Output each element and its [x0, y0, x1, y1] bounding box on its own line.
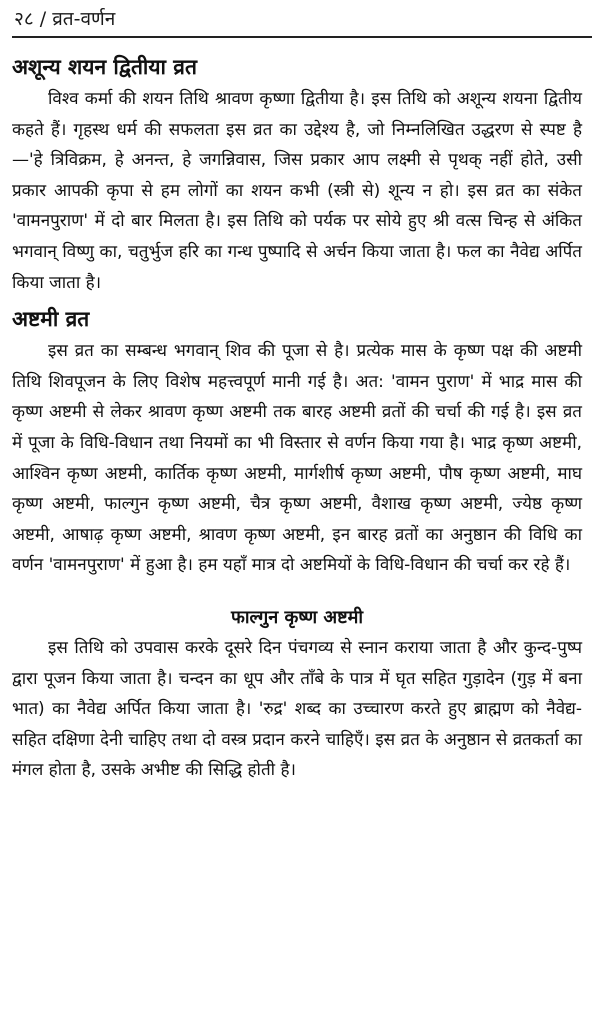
header-rule [12, 36, 592, 38]
subsection-title-phalgun-ashtami: फाल्गुन कृष्ण अष्टमी [230, 606, 364, 628]
section-body-ashtami-vrat: इस व्रत का सम्बन्ध भगवान् शिव की पूजा से है। प्रत्येक मास के कृष्ण पक्ष की अष्टमी तिथि शिवपूजन के लिए विशेष महत्त्वपूर्ण मानी गई है। अत: 'वामन पुराण' में भाद्र मास की कृष्ण अष्टमी से लेकर श्रावण कृष्ण अष्टमी तक बारह अष्टमी व्रतों की चर्चा की गई है। इस व्रत में पूजा के विधि-विधान तथा नियमों का भी विस्तार से वर्णन किया गया है। भाद्र कृष्ण अष्टमी, आश्विन कृष्ण अष्टमी, कार्तिक कृष्ण अष्टमी, मार्गशीर्ष कृष्ण अष्टमी, पौष कृष्ण अष्टमी, माघ कृष्ण अष्टमी, फाल्गुन कृष्ण अष्टमी, चैत्र कृष्ण अष्टमी, वैशाख कृष्ण अष्टमी, ज्येष्ठ कृष्ण अष्टमी, आषाढ़ कृष्ण अष्टमी, श्रावण कृष्ण अष्टमी, इन बारह व्रतों का अनुष्ठान की विधि का वर्णन 'वामनपुराण' में हुआ है। हम यहाँ मात्र दो अष्टमियों के विधि-विधान की चर्चा कर रहे हैं। [12, 341, 582, 576]
section-title-ashunya-shayan: अशून्य शयन द्वितीया व्रत [12, 55, 197, 79]
running-header: २८ / व्रत-वर्णन [14, 8, 116, 30]
section-title-ashtami-vrat: अष्टमी व्रत [12, 307, 90, 332]
section-body-ashunya-shayan: विश्व कर्मा की शयन तिथि श्रावण कृष्णा द्वितीया है। इस तिथि को अशून्य शयना द्वितीय कहते हैं। गृहस्थ धर्म की सफलता इस व्रत का उद्देश्य है, जो निम्नलिखित उद्धरण से स्पष्ट है—'हे त्रिविक्रम, हे अनन्त, हे जगन्निवास, जिस प्रकार आप लक्ष्मी से पृथक् नहीं होते, उसी प्रकार आपकी कृपा से हम लोगों का शयन कभी (स्त्री से) शून्य न हो। इस व्रत का संकेत 'वामनपुराण' में दो बार मिलता है। इस तिथि को पर्यक पर सोये हुए श्री वत्स चिन्ह से अंकित भगवान् विष्णु का, चतुर्भुज हरि का गन्ध पुष्पादि से अर्चन किया जाता है। फल का नैवेद्य अर्पित किया जाता है। [12, 89, 582, 293]
subsection-body-phalgun-ashtami: इस तिथि को उपवास करके दूसरे दिन पंचगव्य से स्नान कराया जाता है और कुन्द-पुष्प द्वारा पूजन किया जाता है। चन्दन का धूप और ताँबे के पात्र में घृत सहित गुड़ादेन (गुड़ में बना भात) का नैवेद्य अर्पित किया जाता है। 'रुद्र' शब्द का उच्चारण करते हुए ब्राह्मण को नैवेद्य-सहित दक्षिणा देनी चाहिए तथा दो वस्त्र प्रदान करने चाहिएँ। इस व्रत के अनुष्ठान से व्रतकर्ता का मंगल होता है, उसके अभीष्ट की सिद्धि होती है। [12, 637, 582, 781]
